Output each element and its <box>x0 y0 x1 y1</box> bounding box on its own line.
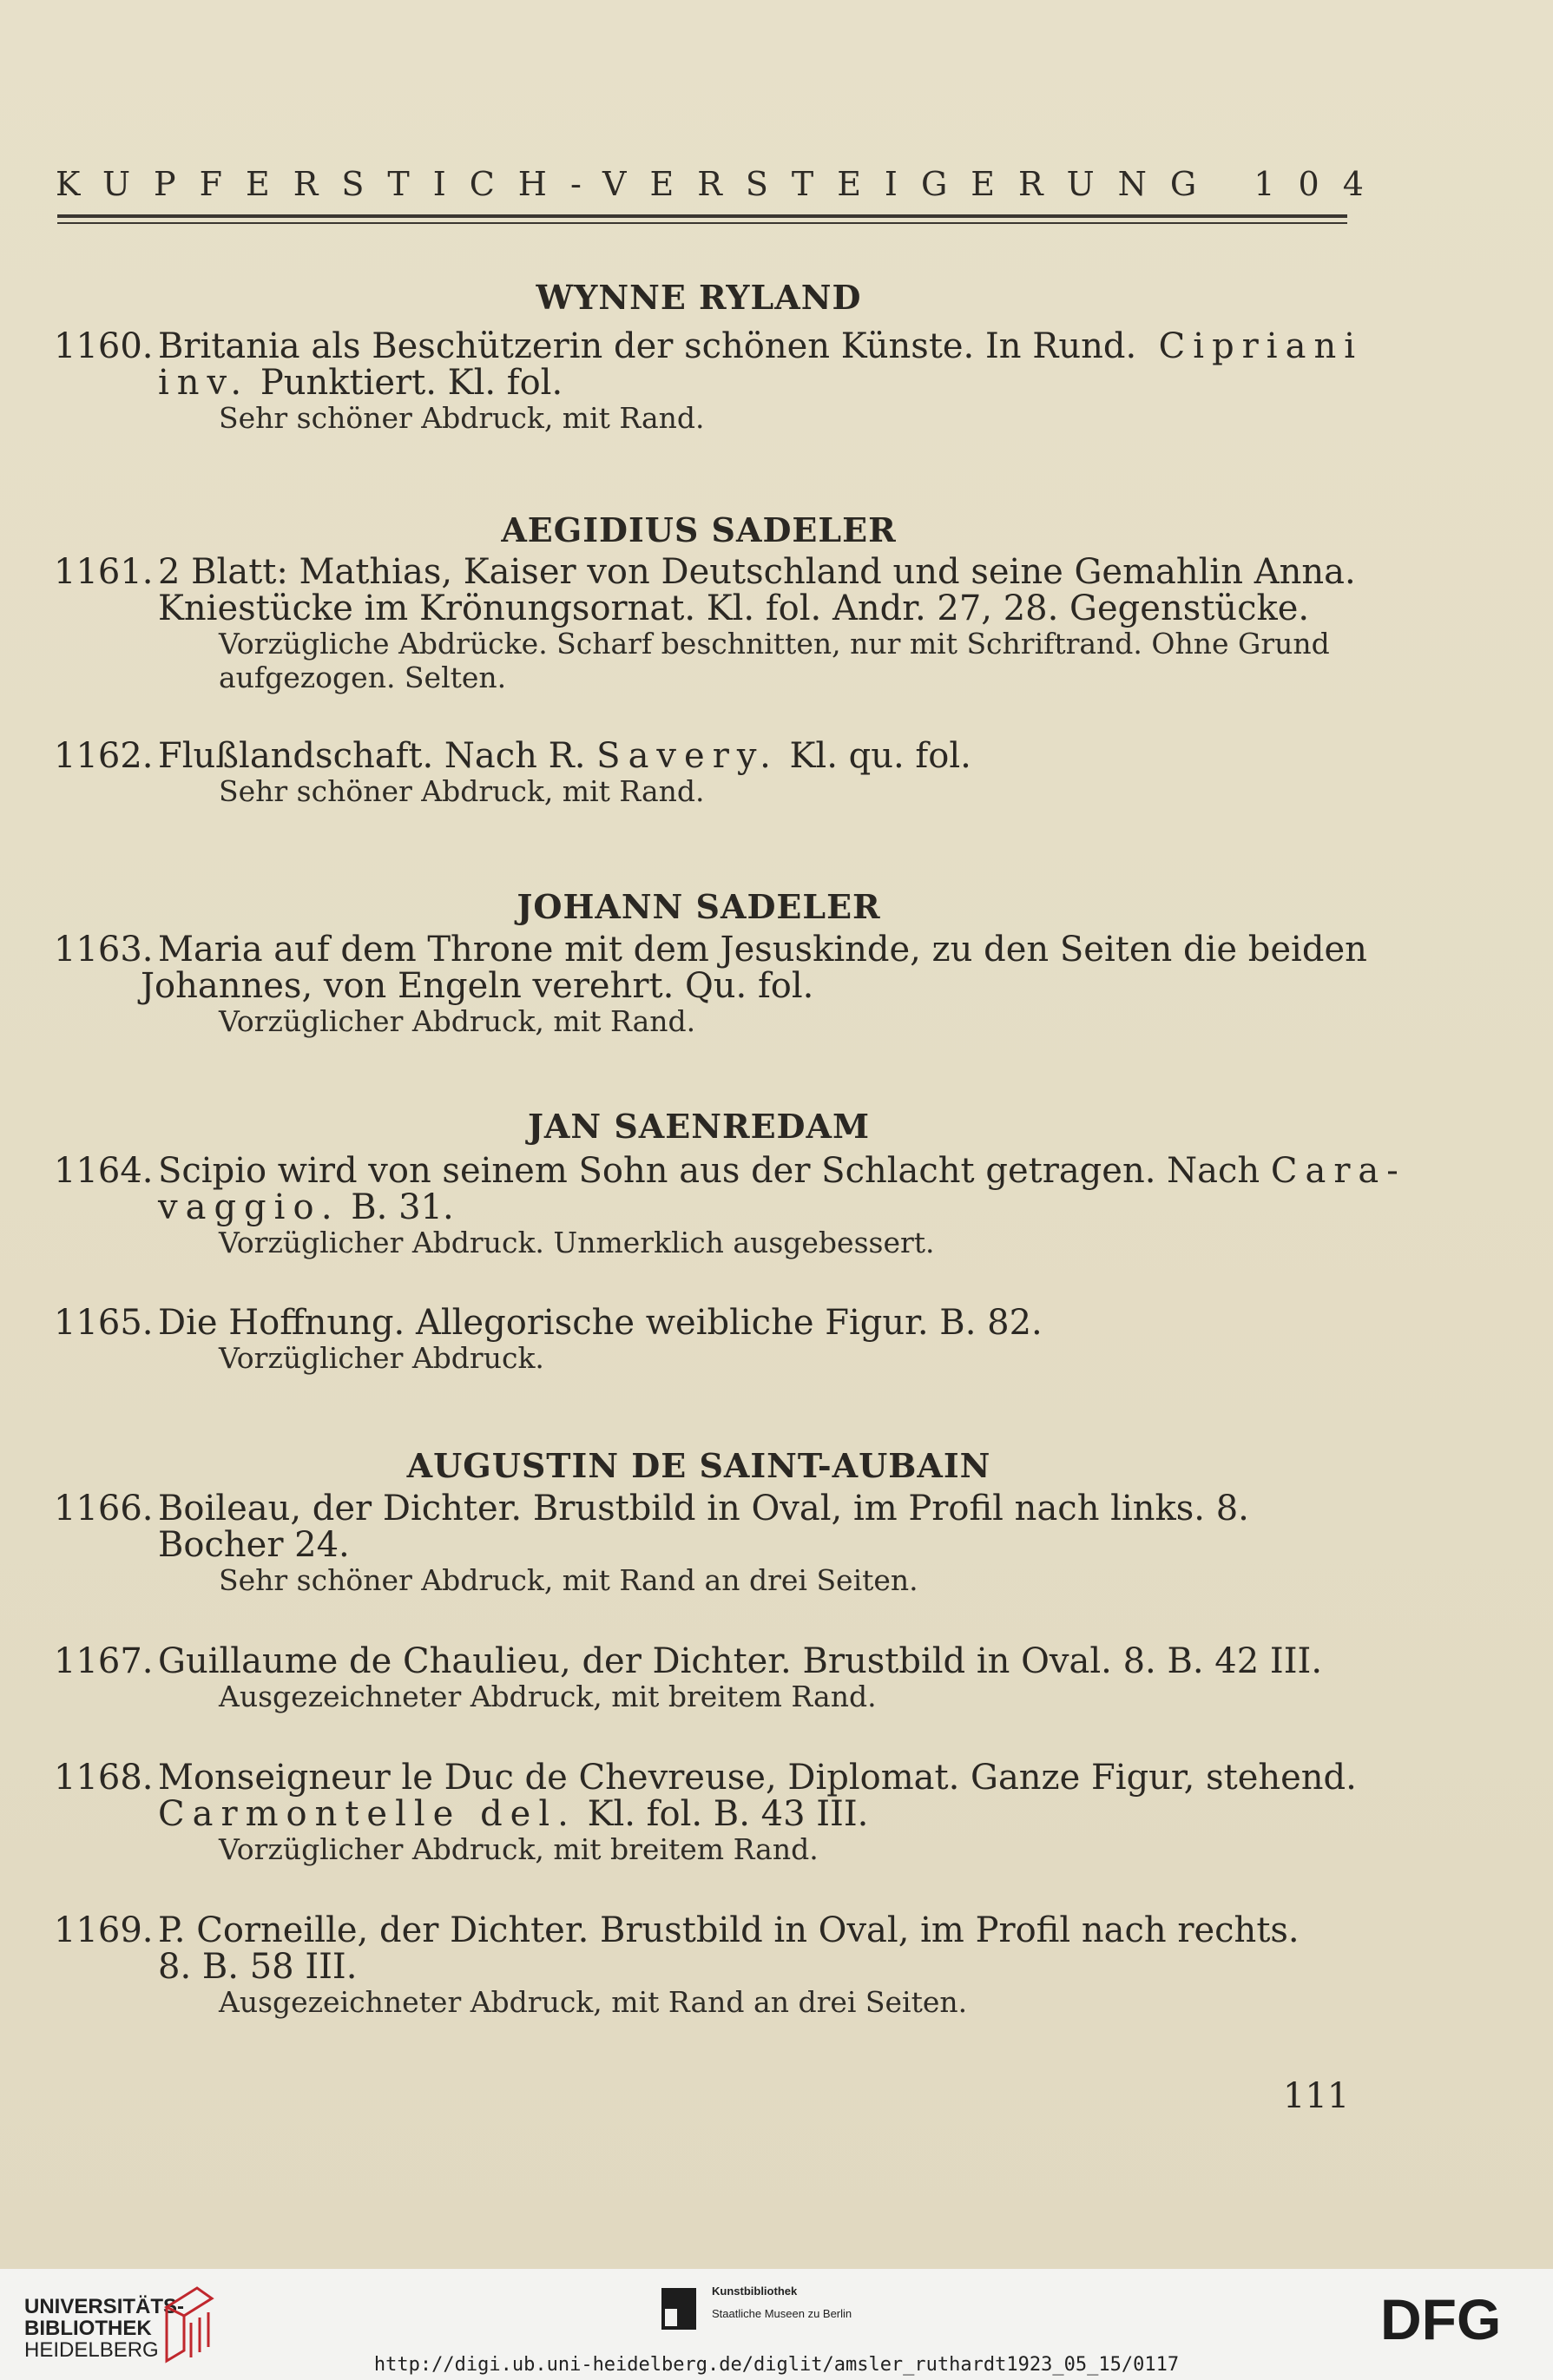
condition-note: Vorzüglicher Abdruck. <box>219 1341 544 1375</box>
dfg-label: DFG <box>1380 2291 1502 2345</box>
entry-spaced-name: vaggio. <box>158 1187 340 1227</box>
header-rule-thick <box>57 214 1347 218</box>
entry-number: 1166. <box>54 1489 154 1529</box>
dfg-logo-icon[interactable] <box>1380 2291 1532 2345</box>
condition-note: Sehr schöner Abdruck, mit Rand. <box>219 774 705 808</box>
condition-note: Vorzüglicher Abdruck, mit Rand. <box>219 1004 696 1038</box>
entry-text: Die Hoffnung. Allegorische weibliche Figur. B. 82. <box>158 1303 1043 1343</box>
entry-number: 1167. <box>54 1641 154 1681</box>
entry-text: 8. B. 58 III. <box>158 1947 358 1987</box>
entry-number: 1169. <box>54 1910 154 1950</box>
condition-note: aufgezogen. Selten. <box>219 661 507 694</box>
catalog-entry-1168 <box>54 1758 1357 1867</box>
entry-text: Boileau, der Dichter. Brustbild in Oval, im Profil nach links. 8. <box>158 1489 1249 1529</box>
catalog-entry-1167 <box>54 1643 1347 1714</box>
permalink-url[interactable]: http://digi.ub.uni-heidelberg.de/diglit/amsler_ruthardt1923_05_15/0117 <box>373 2354 1180 2376</box>
entry-text: Bocher 24. <box>158 1525 350 1565</box>
entry-spaced-name: Carmontelle del. <box>158 1794 576 1834</box>
entry-number: 1163. <box>54 930 154 970</box>
catalog-entry-1166 <box>54 1490 1347 1598</box>
entry-text: 2 Blatt: Mathias, Kaiser von Deutschland und seine Gemahlin Anna. <box>158 552 1356 592</box>
artist-heading: JOHANN SADELER <box>517 887 881 926</box>
entry-text: Johannes, von Engeln verehrt. Qu. fol. <box>141 966 814 1006</box>
artist-heading: WYNNE RYLAND <box>536 278 862 317</box>
catalog-entry-1160 <box>54 326 1363 436</box>
entry-text: Scipio wird von seinem Sohn aus der Schlacht getragen. Nach <box>158 1151 1260 1191</box>
entry-text: Monseigneur le Duc de Chevreuse, Diplomat. Ganze Figur, stehend. <box>158 1758 1357 1798</box>
kunstbibliothek-mark-icon <box>661 2288 696 2330</box>
page-number: 111 <box>1283 2076 1350 2116</box>
artist-heading: AEGIDIUS SADELER <box>501 510 897 549</box>
running-title: KUPFERSTICH-VERSTEIGERUNG 104 <box>56 165 1387 203</box>
condition-note: Ausgezeichneter Abdruck, mit breitem Rand. <box>219 1680 877 1713</box>
condition-note: Sehr schöner Abdruck, mit Rand an drei Seiten. <box>219 1563 918 1597</box>
entry-number: 1165. <box>54 1303 154 1343</box>
catalog-entry-1163 <box>54 930 1367 1039</box>
entry-text: Guillaume de Chaulieu, der Dichter. Brustbild in Oval. 8. B. 42 III. <box>158 1641 1323 1681</box>
catalog-entry-1164 <box>54 1151 1406 1260</box>
entry-number: 1161. <box>54 552 154 592</box>
condition-note: Sehr schöner Abdruck, mit Rand. <box>219 401 705 435</box>
kb-subtitle: Staatliche Museen zu Berlin <box>712 2307 852 2320</box>
artist-heading: AUGUSTIN DE SAINT-AUBAIN <box>406 1446 991 1485</box>
entry-text: P. Corneille, der Dichter. Brustbild in Oval, im Profil nach rechts. <box>158 1910 1300 1950</box>
entry-text: Kniestücke im Krönungsornat. Kl. fol. Andr. 27, 28. Gegenstücke. <box>158 588 1310 628</box>
catalog-entry-1161 <box>54 552 1356 694</box>
entry-number: 1164. <box>54 1151 154 1191</box>
kb-title: Kunstbibliothek <box>712 2285 798 2298</box>
entry-text: Kl. qu. fol. <box>789 736 971 776</box>
catalog-entry-1162 <box>54 738 1347 809</box>
condition-note: Vorzüglicher Abdruck. Unmerklich ausgebessert. <box>219 1226 935 1259</box>
catalog-entry-1169 <box>54 1912 1347 2020</box>
entry-spaced-name: Cara- <box>1270 1151 1406 1191</box>
condition-note: Ausgezeichneter Abdruck, mit Rand an drei Seiten. <box>219 1985 968 2019</box>
condition-note: Vorzüglicher Abdruck, mit breitem Rand. <box>219 1832 819 1866</box>
entry-number: 1160. <box>54 326 154 366</box>
ub-logo-line: HEIDELBERG <box>24 2338 159 2362</box>
entry-spaced-name: Savery. <box>596 736 779 776</box>
catalog-entry-1165 <box>54 1305 1347 1376</box>
entry-text: Britania als Beschützerin der schönen Künste. In Rund. <box>158 326 1137 366</box>
ub-logo-line: UNIVERSITÄTS- <box>24 2295 185 2318</box>
entry-spaced-name: Cipriani <box>1158 326 1363 366</box>
entry-spaced-name: inv. <box>158 363 250 403</box>
ub-logo-line: BIBLIOTHEK <box>24 2317 152 2340</box>
entry-text: Maria auf dem Throne mit dem Jesuskinde, zu den Seiten die beiden <box>158 930 1367 970</box>
entry-text: Flußlandschaft. Nach R. <box>158 736 586 776</box>
entry-text: Punktiert. Kl. fol. <box>260 363 563 403</box>
condition-note: Vorzügliche Abdrücke. Scharf beschnitten, nur mit Schriftrand. Ohne Grund <box>219 627 1330 661</box>
entry-number: 1168. <box>54 1758 154 1798</box>
header-rule-thin <box>57 222 1347 224</box>
entry-text: Kl. fol. B. 43 III. <box>587 1794 869 1834</box>
entry-number: 1162. <box>54 736 154 776</box>
artist-heading: JAN SAENREDAM <box>527 1107 871 1146</box>
entry-text: B. 31. <box>351 1187 454 1227</box>
